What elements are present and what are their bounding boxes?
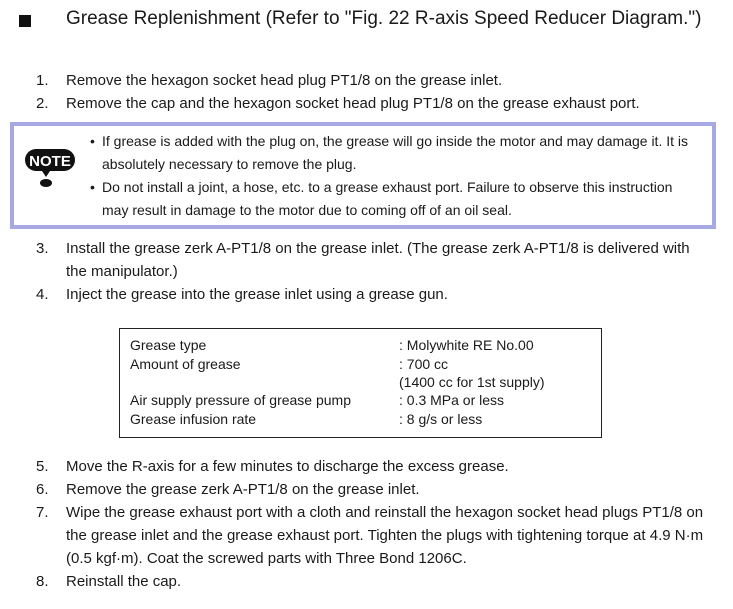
grease-spec-table [119, 328, 602, 438]
step-item [0, 570, 733, 593]
step-item [0, 478, 733, 501]
step-number: 5. [36, 458, 49, 475]
step-number: 8. [36, 573, 49, 590]
step-number: 6. [36, 481, 49, 498]
step-item [0, 69, 733, 92]
step-item [0, 501, 733, 570]
step-text: Wipe the grease exhaust port with a cloth and reinstall the hexagon socket head plugs PT1/8 on the grease inlet and the grease exhaust port. Tighten the plugs with tightening torque at 4.9 N·m (0.5 kgf·m). Coat the screwed parts with Three Bond 1206C. [66, 504, 704, 567]
spec-label: Amount of grease [130, 356, 241, 372]
spec-value: : 0.3 MPa or less [399, 392, 505, 408]
step-number: 3. [36, 240, 49, 257]
step-item [0, 283, 733, 306]
step-item [0, 92, 733, 115]
steps-list-a [0, 69, 733, 115]
spec-value: : 700 cc [399, 356, 449, 372]
step-number: 1. [36, 72, 49, 89]
step-text: Remove the cap and the hexagon socket head plug PT1/8 on the grease exhaust port. [66, 95, 640, 112]
note-icon-label: NOTE [29, 153, 71, 170]
note-icon [24, 144, 76, 192]
step-number: 2. [36, 95, 49, 112]
note-text: Do not install a joint, a hose, etc. to a grease exhaust port. Failure to observe this instruction may result in damage to the motor due to coming off of an oil seal. [102, 179, 673, 218]
square-bullet-icon [19, 15, 31, 27]
spec-label: Air supply pressure of grease pump [130, 392, 351, 408]
note-item [90, 176, 702, 222]
steps-list-c [0, 455, 733, 593]
step-text: Remove the hexagon socket head plug PT1/8 on the grease inlet. [66, 72, 503, 89]
bullet-dot-icon: • [90, 179, 95, 195]
step-item [0, 237, 733, 283]
step-text: Reinstall the cap. [66, 573, 182, 590]
step-item [0, 455, 733, 478]
step-text: Install the grease zerk A-PT1/8 on the grease inlet. (The grease zerk A-PT1/8 is delivered with the manipulator.) [66, 240, 690, 280]
step-text: Move the R-axis for a few minutes to discharge the excess grease. [66, 458, 509, 475]
note-text: If grease is added with the plug on, the grease will go inside the motor and may damage it. It is absolutely necessary to remove the plug. [102, 133, 688, 172]
step-number: 4. [36, 286, 49, 303]
section-title: Grease Replenishment (Refer to "Fig. 22 R-axis Speed Reducer Diagram.") [66, 8, 702, 29]
bullet-dot-icon: • [90, 133, 95, 149]
spec-value: (1400 cc for 1st supply) [399, 374, 545, 390]
spec-value: : Molywhite RE No.00 [399, 337, 534, 353]
spec-value: : 8 g/s or less [399, 411, 483, 427]
step-text: Remove the grease zerk A-PT1/8 on the grease inlet. [66, 481, 420, 498]
note-box [10, 122, 716, 229]
note-item [90, 130, 702, 176]
spec-label: Grease type [130, 337, 207, 353]
step-number: 7. [36, 504, 49, 521]
spec-label: Grease infusion rate [130, 411, 257, 427]
step-text: Inject the grease into the grease inlet using a grease gun. [66, 286, 448, 303]
note-list [90, 130, 702, 222]
steps-list-b [0, 237, 733, 306]
